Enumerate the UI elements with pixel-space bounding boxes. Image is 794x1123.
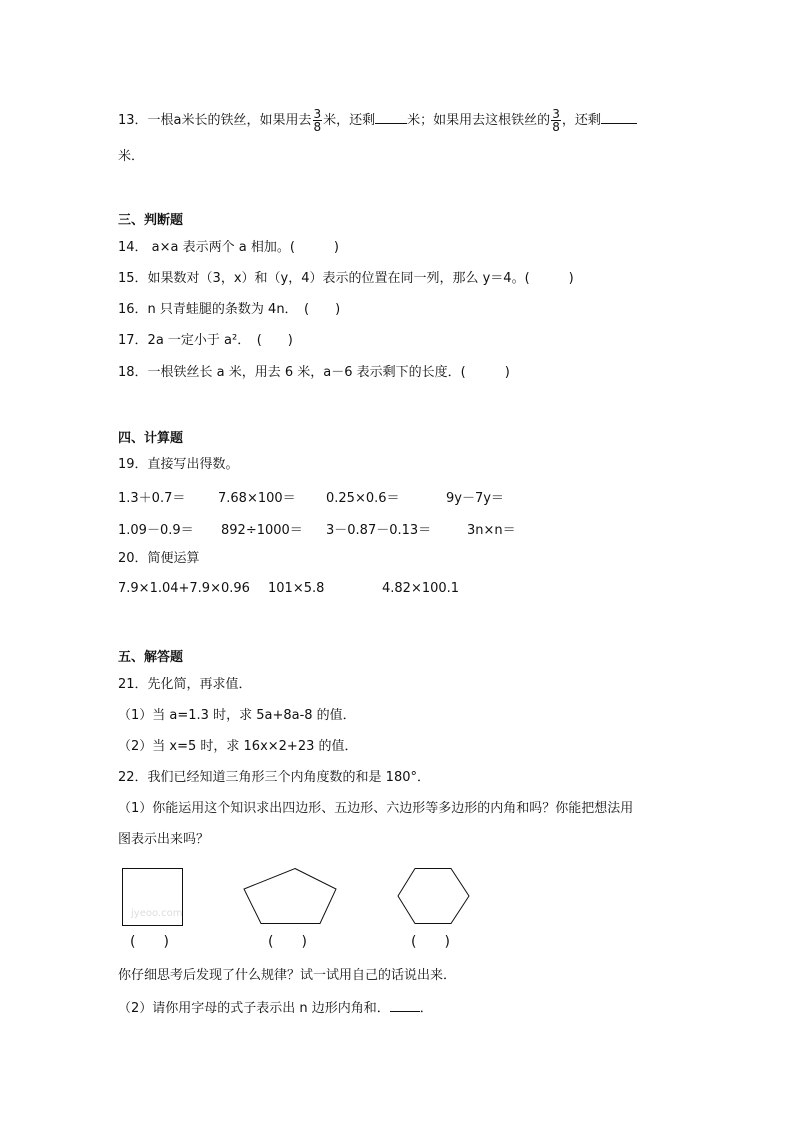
calc-item: 7.68×100＝	[218, 491, 296, 506]
fraction-3-8	[551, 108, 561, 133]
section-heading-judgement: 三、判断题	[118, 213, 184, 228]
calc-item: 1.3＋0.7＝	[118, 491, 186, 506]
pentagon-shape	[244, 869, 336, 924]
q22-2-text: （2）请你用字母的式子表示出 n 边形内角和．	[118, 1001, 390, 1016]
question-14: 14． a×a 表示两个 a 相加。( )	[118, 240, 340, 255]
calc-item: 0.25×0.6＝	[326, 491, 400, 506]
calc-item: 7.9×1.04+7.9×0.96	[118, 581, 250, 596]
q22-2-end: ．	[419, 1001, 433, 1016]
calc-item: 4.82×100.1	[382, 581, 460, 596]
denominator: 8	[313, 120, 322, 134]
question-19: 19．直接写出得数。	[118, 457, 239, 472]
section-heading-calculation: 四、计算题	[118, 431, 184, 446]
question-22-part-2	[118, 999, 433, 1018]
q13-text: 米；如果用去这根铁丝的	[407, 113, 551, 128]
numerator: 3	[313, 107, 322, 121]
answer-parens-pentagon[interactable]: ( )	[268, 934, 307, 950]
hexagon-shape	[398, 869, 469, 924]
question-13	[118, 108, 637, 133]
q13-text: 13．一根a米长的铁丝，如果用去	[118, 113, 312, 128]
question-22: 22．我们已经知道三角形三个内角度数的和是 180°．	[118, 770, 430, 785]
question-21: 21．先化简，再求值．	[118, 677, 252, 692]
denominator: 8	[552, 120, 560, 134]
answer-parens-hexagon[interactable]: ( )	[411, 934, 450, 950]
question-20: 20．简便运算	[118, 551, 200, 566]
watermark: jyeoo.com	[131, 908, 183, 919]
question-18: 18．一根铁丝长 a 米，用去 6 米，a－6 表示剩下的长度．( )	[118, 365, 510, 380]
question-21-part-1: （1）当 a=1.3 时，求 5a+8a-8 的值．	[118, 708, 356, 723]
question-22-part-1: （1）你能运用这个知识求出四边形、五边形、六边形等多边形的内角和吗？你能把想法用	[118, 801, 634, 816]
section-heading-answer: 五、解答题	[118, 650, 184, 665]
q13-line2: 米．	[118, 149, 145, 164]
question-17: 17．2a 一定小于 a²． ( )	[118, 333, 293, 348]
question-22-think: 你仔细思考后发现了什么规律？试一试用自己的话说出来．	[118, 968, 457, 983]
polygon-figures	[118, 862, 478, 930]
answer-blank[interactable]	[375, 111, 407, 124]
answer-blank[interactable]	[601, 111, 637, 124]
answer-blank[interactable]	[390, 999, 420, 1012]
calc-item: 3－0.87－0.13＝	[326, 523, 432, 538]
question-21-part-2: （2）当 x=5 时，求 16x×2+23 的值．	[118, 739, 358, 754]
calc-item: 9y－7y＝	[446, 491, 504, 506]
calc-item: 3n×n＝	[467, 523, 516, 538]
numerator: 3	[552, 107, 560, 121]
question-16: 16．n 只青蛙腿的条数为 4n． ( )	[118, 302, 341, 317]
calc-item: 892÷1000＝	[221, 523, 303, 538]
fraction-3-8	[313, 108, 323, 133]
calc-item: 1.09－0.9＝	[118, 523, 194, 538]
calc-item: 101×5.8	[268, 581, 325, 596]
q13-text: 米，还剩	[323, 113, 376, 128]
q13-text: ，还剩	[561, 113, 601, 128]
question-15: 15．如果数对（3，x）和（y，4）表示的位置在同一列，那么 y＝4。( )	[118, 271, 574, 286]
question-22-part-1-cont: 图表示出来吗？	[118, 832, 210, 847]
answer-parens-square[interactable]: ( )	[130, 934, 169, 950]
